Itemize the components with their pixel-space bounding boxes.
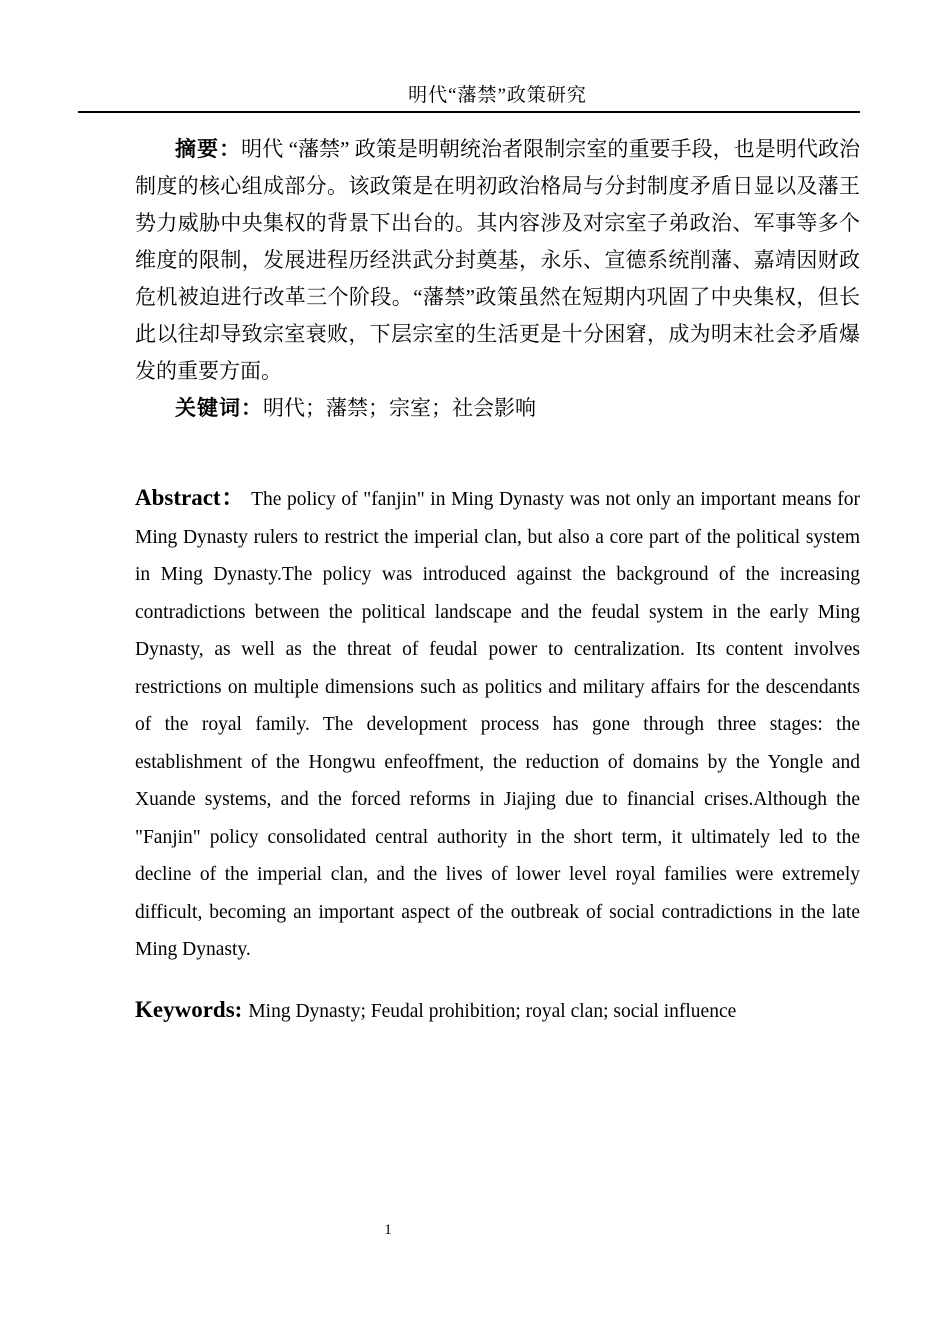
keywords-cn-label: 关键词： [175, 397, 263, 420]
header-title: 明代“藩禁”政策研究 [408, 85, 587, 106]
keywords-cn-paragraph [135, 390, 860, 427]
keywords-cn-text: 明代；藩禁；宗室；社会影响 [263, 396, 536, 420]
document-body [135, 123, 860, 1030]
abstract-en-paragraph [135, 479, 860, 969]
keywords-en-paragraph [135, 991, 860, 1031]
page-number: 1 [384, 1222, 392, 1238]
header-rule [78, 111, 860, 113]
keywords-en-label: Keywords: [135, 996, 243, 1022]
abstract-cn-label: 摘要： [175, 138, 242, 161]
abstract-en-text: The policy of "fanjin" in Ming Dynasty was not only an important means for Ming Dynasty rulers to restrict the imperial clan, but also a core part of the political system in Ming Dynasty.The policy was introduced against the background of the increasing contradictions between the political landscape and the feudal system in the early Ming Dynasty, as well as the threat of feudal power to centralization. Its content involves restrictions on multiple dimensions such as politics and military affairs for the descendants of the royal family. The development process has gone through three stages: the establishment of the Hongwu enfeoffment, the reduction of domains by the Yongle and Xuande systems, and the forced reforms in Jiajing due to financial crises.Although the "Fanjin" policy consolidated central authority in the short term, it ultimately led to the decline of the imperial clan, and the lives of lower level royal families were extremely difficult, becoming an important aspect of the outbreak of social contradictions in the late Ming Dynasty. [135, 489, 861, 960]
abstract-cn-text: 明代 “藩禁” 政策是明朝统治者限制宗室的重要手段，也是明代政治制度的核心组成部分。该政策是在明初政治格局与分封制度矛盾日显以及藩王势力威胁中央集权的背景下出台的。其内容涉及对宗室子弟政治、军事等多个维度的限制，发展进程历经洪武分封奠基，永乐、宣德系统削藩、嘉靖因财政危机被迫进行改革三个阶段。“藩禁”政策虽然在短期内巩固了中央集权，但长此以往却导致宗室衰败，下层宗室的生活更是十分困窘，成为明末社会矛盾爆发的重要方面。 [135, 137, 861, 383]
abstract-en-label: Abstract： [135, 485, 246, 510]
abstract-cn-paragraph [135, 131, 860, 390]
keywords-en-text: Ming Dynasty; Feudal prohibition; royal clan; social influence [248, 1000, 737, 1022]
